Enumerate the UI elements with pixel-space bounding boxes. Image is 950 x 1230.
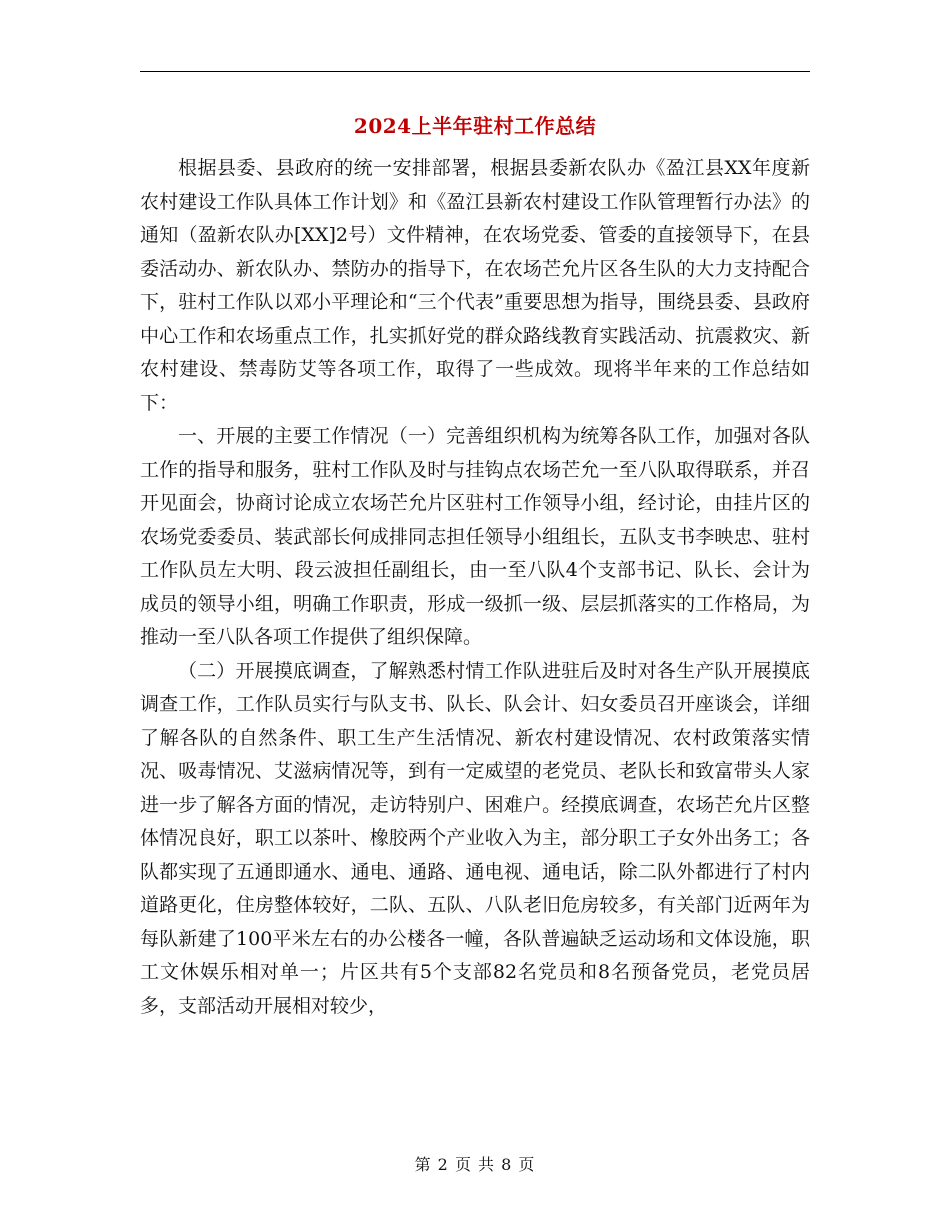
document-body xyxy=(140,152,810,1023)
page-footer: 第 2 页 共 8 页 xyxy=(414,1155,536,1174)
document-title: 2024上半年驻村工作总结 xyxy=(353,114,597,138)
paragraph-organization: 一、开展的主要工作情况（一）完善组织机构为统筹各队工作，加强对各队工作的指导和服务，驻村工作队及时与挂钩点农场芒允一至八队取得联系，并召开见面会，协商讨论成立农场芒允片区驻村工作领导小组，经讨论，由挂片区的农场党委委员、装武部长何成排同志担任领导小组组长，五队支书李映忠、驻村工作队员左大明、段云波担任副组长，由一至八队4个支部书记、队长、会计为成员的领导小组，明确工作职责，形成一级抓一级、层层抓落实的工作格局，为推动一至八队各项工作提供了组织保障。 xyxy=(140,425,810,648)
header-rule xyxy=(140,71,810,72)
paragraph-intro: 根据县委、县政府的统一安排部署，根据县委新农队办《盈江县XX年度新农村建设工作队具体工作计划》和《盈江县新农村建设工作队管理暂行办法》的通知（盈新农队办[XX]2号）文件精神，在农场党委、管委的直接领导下，在县委活动办、新农队办、禁防办的指导下，在农场芒允片区各生队的大力支持配合下，驻村工作队以邓小平理论和“三个代表”重要思想为指导，围绕县委、县政府中心工作和农场重点工作，扎实抓好党的群众路线教育实践活动、抗震救灾、新农村建设、禁毒防艾等各项工作，取得了一些成效。现将半年来的工作总结如下： xyxy=(140,157,810,414)
paragraph-survey: （二）开展摸底调查，了解熟悉村情工作队进驻后及时对各生产队开展摸底调查工作，工作队员实行与队支书、队长、队会计、妇女委员召开座谈会，详细了解各队的自然条件、职工生产生活情况、新农村建设情况、农村政策落实情况、吸毒情况、艾滋病情况等，到有一定威望的老党员、老队长和致富带头人家进一步了解各方面的情况，走访特别户、困难户。经摸底调查，农场芒允片区整体情况良好，职工以茶叶、橡胶两个产业收入为主，部分职工子女外出务工；各队都实现了五通即通水、通电、通路、通电视、通电话，除二队外都进行了村内道路更化，住房整体较好，二队、五队、八队老旧危房较多，有关部门近两年为每队新建了100平米左右的办公楼各一幢，各队普遍缺乏运动场和文体设施，职工文休娱乐相对单一；片区共有5个支部82名党员和8名预备党员，老党员居多，支部活动开展相对较少， xyxy=(140,659,810,1017)
